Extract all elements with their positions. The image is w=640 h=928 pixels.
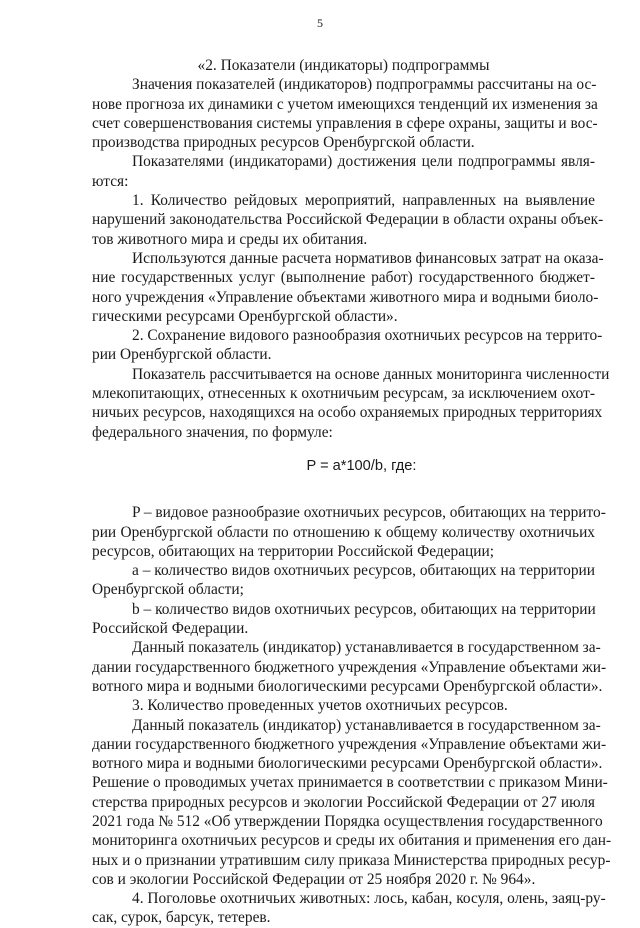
- paragraph-line: 4. Поголовье охотничьих животных: лось, кабан, косуля, олень, заяц-ру-: [132, 890, 606, 908]
- paragraph-line: нарушений законодательства Российской Федерации в области охраны объек-: [92, 211, 604, 229]
- paragraphs-after-formula: [92, 503, 612, 928]
- paragraph: [92, 638, 607, 696]
- paragraph-line: b – количество видов охотничьих ресурсов, обитающих на территории: [132, 600, 596, 618]
- paragraph-line: Данный показатель (индикатор) устанавливается в государственном за-: [132, 639, 601, 657]
- paragraph-line: Решение о проводимых учетах принимается в соответствии с приказом Мини-: [92, 774, 608, 792]
- paragraph-line: Значения показателей (индикаторов) подпрограммы рассчитаны на ос-: [132, 76, 597, 94]
- paragraph: [92, 365, 610, 442]
- paragraph-line: рии Оренбургской области.: [92, 346, 272, 364]
- page-body: [92, 56, 612, 928]
- paragraph-line: Показатель рассчитывается на основе данных мониторинга численности: [132, 365, 610, 383]
- paragraph-line: 2. Сохранение видового разнообразия охотничьих ресурсов на террито-: [132, 327, 603, 345]
- paragraph-line: 3. Количество проведенных учетов охотничьих ресурсов.: [132, 697, 508, 715]
- paragraph-line: нове прогноза их динамики с учетом имеющихся тенденций их изменения за: [92, 95, 598, 113]
- paragraph-line: производства природных ресурсов Оренбургской области.: [92, 134, 475, 152]
- paragraph-line: 1. Количество рейдовых мероприятий, направленных на выявление: [132, 192, 595, 210]
- paragraph: [92, 249, 604, 326]
- paragraph-line: федерального значения, по формуле:: [92, 423, 333, 441]
- paragraph-line: дании государственного бюджетного учреждения «Управление объектами жи-: [92, 735, 607, 753]
- paragraph-line: Оренбургской области;: [92, 581, 244, 599]
- paragraph-line: ются:: [92, 172, 129, 190]
- paragraph: [92, 889, 606, 928]
- paragraph: [92, 503, 606, 561]
- paragraph: [92, 716, 612, 890]
- paragraph-line: Данный показатель (индикатор) устанавливается в государственном за-: [132, 716, 601, 734]
- paragraph-line: Используются данные расчета нормативов финансовых затрат на оказа-: [132, 249, 604, 267]
- paragraph-line: Показателями (индикаторами) достижения цели подпрограммы явля-: [132, 153, 595, 171]
- paragraphs-before-formula: [92, 75, 610, 442]
- paragraph-line: вотного мира и водными биологическими ресурсами Оренбургской области».: [92, 755, 603, 773]
- paragraph-line: тов животного мира и среды их обитания.: [92, 230, 368, 248]
- paragraph-line: млекопитающих, отнесенных к охотничьим ресурсам, за исключением охот-: [92, 385, 595, 403]
- paragraph-line: ных и о признании утратившим силу приказа Министерства природных ресур-: [92, 851, 611, 869]
- paragraph: [92, 191, 604, 249]
- paragraph-line: вотного мира и водными биологическими ресурсами Оренбургской области».: [92, 677, 603, 695]
- paragraph-line: Российской Федерации.: [92, 620, 249, 638]
- paragraph-line: стерства природных ресурсов и экологии Российской Федерации от 27 июля: [92, 793, 595, 811]
- paragraph-line: ного учреждения «Управление объектами животного мира и водными биоло-: [92, 288, 599, 306]
- paragraph-line: рии Оренбургской области по отношению к общему количеству охотничьих: [92, 523, 595, 541]
- paragraph-line: P – видовое разнообразие охотничьих ресурсов, обитающих на террито-: [132, 504, 606, 522]
- paragraph-line: счет совершенствования системы управления в сфере охраны, защиты и вос-: [92, 114, 598, 132]
- paragraph-line: гическими ресурсами Оренбургской области».: [92, 307, 398, 325]
- paragraph-line: a – количество видов охотничьих ресурсов, обитающих на территории: [132, 562, 595, 580]
- paragraph: [92, 561, 595, 600]
- paragraph-line: сов и экологии Российской Федерации от 25 ноября 2020 г. № 964».: [92, 870, 536, 888]
- paragraph-line: ние государственных услуг (выполнение работ) государственного бюджет-: [92, 269, 595, 287]
- formula: P = a*100/b, где:: [306, 457, 417, 474]
- paragraph: [92, 326, 603, 365]
- paragraph-line: ничьих ресурсов, находящихся на особо охраняемых природных территориях: [92, 404, 603, 422]
- paragraph: [92, 75, 598, 152]
- paragraph-line: мониторинга охотничьих ресурсов и среды их обитания и применения его дан-: [92, 832, 612, 850]
- paragraph: [92, 152, 595, 191]
- paragraph-line: ресурсов, обитающих на территории Российской Федерации;: [92, 542, 495, 560]
- paragraph: [92, 696, 595, 715]
- page-number: 5: [317, 16, 323, 30]
- paragraph-line: сак, сурок, барсук, тетерев.: [92, 909, 271, 927]
- paragraph: [92, 600, 595, 639]
- paragraph-line: 2021 года № 512 «Об утверждении Порядка осуществления государственного: [92, 812, 603, 830]
- paragraph-line: дании государственного бюджетного учреждения «Управление объектами жи-: [92, 658, 607, 676]
- section-title: «2. Показатели (индикаторы) подпрограммы: [197, 57, 490, 74]
